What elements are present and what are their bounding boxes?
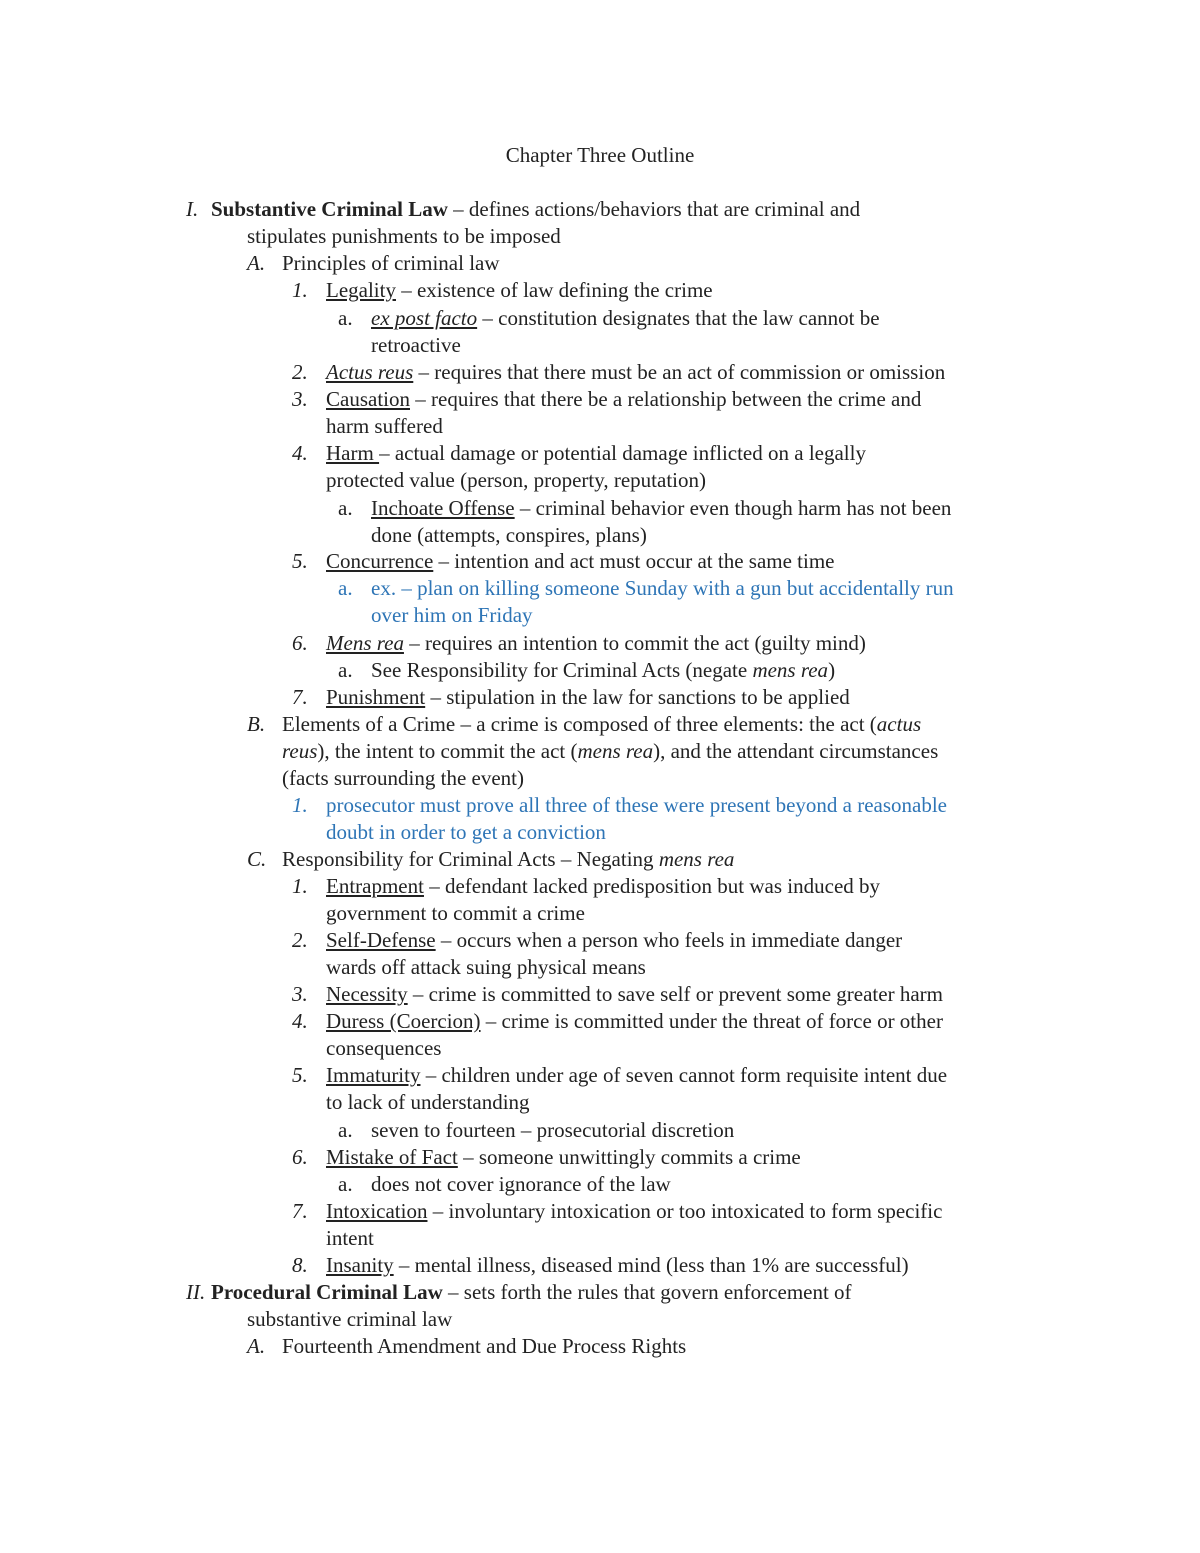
sub-list-item (371, 305, 880, 332)
list-marker: 1. (292, 874, 308, 898)
term: Concurrence (326, 549, 434, 573)
definition: – mental illness, diseased mind (less than 1% are successful) (393, 1253, 909, 1277)
list-item-cont: protected value (person, property, reputation) (326, 468, 706, 492)
text: Elements of a Crime – a crime is composed of three elements: the act ( (282, 712, 877, 736)
list-item-cont: wards off attack suing physical means (326, 955, 646, 979)
emphasis: mens rea (658, 847, 735, 871)
list-marker: 2. (292, 360, 308, 384)
text: Responsibility for Criminal Acts – Negating (282, 847, 659, 871)
term: Duress (Coercion) (326, 1009, 481, 1033)
section-heading: Procedural Criminal Law (211, 1280, 443, 1304)
definition: – requires that there must be an act of commission or omission (413, 360, 946, 384)
list-item (326, 1144, 801, 1171)
list-item-cont: to lack of understanding (326, 1090, 530, 1114)
definition: – crime is committed under the threat of force or other (480, 1009, 943, 1033)
definition: – intention and act must occur at the same time (433, 549, 835, 573)
list-marker: 8. (292, 1253, 308, 1277)
list-item (326, 927, 902, 954)
list-item (326, 1198, 942, 1225)
example-note-cont: over him on Friday (371, 603, 533, 627)
list-marker: 5. (292, 549, 308, 573)
section-heading-line (211, 1279, 852, 1306)
definition: – defendant lacked predisposition but was induced by (423, 874, 881, 898)
list-marker: 5. (292, 1063, 308, 1087)
subsection-heading-cont: (facts surrounding the event) (282, 766, 525, 790)
emphasis: mens rea (752, 658, 829, 682)
section-heading-line (211, 196, 860, 223)
subsection-heading: Fourteenth Amendment and Due Process Rights (282, 1334, 687, 1358)
subsection-heading: Principles of criminal law (282, 251, 500, 275)
term: Necessity (326, 982, 408, 1006)
sub-list-marker: a. (338, 1118, 353, 1142)
text: ) (828, 658, 836, 682)
list-item-cont: government to commit a crime (326, 901, 585, 925)
list-item (326, 630, 866, 657)
definition: – criminal behavior even though harm has not been (514, 496, 952, 520)
list-marker: 3. (292, 387, 308, 411)
list-marker: 7. (292, 1199, 308, 1223)
term: Insanity (326, 1253, 394, 1277)
subsection-marker: A. (247, 1334, 266, 1358)
term: Self-Defense (326, 928, 436, 952)
term: Immaturity (326, 1063, 421, 1087)
list-marker: 6. (292, 1145, 308, 1169)
definition: – requires an intention to commit the act (guilty mind) (403, 631, 866, 655)
sub-list-marker: a. (338, 576, 353, 600)
list-item (326, 440, 866, 467)
sub-list-item-cont: retroactive (371, 333, 461, 357)
list-item (326, 359, 945, 386)
text: ), and the attendant circumstances (653, 739, 939, 763)
sub-list-item-cont: done (attempts, conspires, plans) (371, 523, 647, 547)
term: ex post facto (371, 306, 478, 330)
list-item-cont: intent (326, 1226, 374, 1250)
definition: – requires that there be a relationship between the crime and (410, 387, 922, 411)
emphasis: reus (282, 739, 318, 763)
term: Mistake of Fact (326, 1145, 458, 1169)
list-item-cont: consequences (326, 1036, 442, 1060)
sub-list-marker: a. (338, 496, 353, 520)
definition: – crime is committed to save self or prevent some greater harm (407, 982, 943, 1006)
list-item (326, 1062, 947, 1089)
list-item (326, 277, 713, 304)
term: Legality (326, 278, 396, 302)
section-marker: I. (186, 197, 199, 221)
sub-list-item: seven to fourteen – prosecutorial discretion (371, 1118, 735, 1142)
list-marker: 4. (292, 1009, 308, 1033)
subsection-marker: B. (247, 712, 266, 736)
section-description: – sets forth the rules that govern enforcement of (442, 1280, 852, 1304)
example-note: ex. – plan on killing someone Sunday with a gun but accidentally run (371, 576, 954, 600)
text: See Responsibility for Criminal Acts (negate (371, 658, 753, 682)
section-description-cont: substantive criminal law (247, 1307, 453, 1331)
section-marker: II. (186, 1280, 206, 1304)
subsection-marker: C. (247, 847, 267, 871)
definition: – someone unwittingly commits a crime (457, 1145, 801, 1169)
list-marker: 7. (292, 685, 308, 709)
sub-list-marker: a. (338, 306, 353, 330)
section-description-cont: stipulates punishments to be imposed (247, 224, 561, 248)
sub-list-item (371, 495, 951, 522)
text: ), the intent to commit the act ( (317, 739, 578, 763)
note-item: prosecutor must prove all three of these were present beyond a reasonable (326, 793, 948, 817)
term: Entrapment (326, 874, 424, 898)
list-marker: 1. (292, 793, 308, 817)
definition: – actual damage or potential damage inflicted on a legally (379, 441, 866, 465)
term: Harm (326, 441, 380, 465)
definition: – children under age of seven cannot form requisite intent due (420, 1063, 948, 1087)
term: Causation (326, 387, 410, 411)
list-item (326, 1008, 943, 1035)
subsection-heading-cont (282, 738, 938, 765)
list-item (326, 386, 921, 413)
term: Mens rea (326, 631, 404, 655)
list-item (326, 873, 880, 900)
section-description: – defines actions/behaviors that are criminal and (447, 197, 861, 221)
term: Actus reus (326, 360, 414, 384)
document-title: Chapter Three Outline (505, 143, 695, 167)
term: Punishment (326, 685, 426, 709)
emphasis: mens rea (577, 739, 654, 763)
list-marker: 4. (292, 441, 308, 465)
subsection-heading (282, 711, 921, 738)
definition: – existence of law defining the crime (395, 278, 713, 302)
term: Intoxication (326, 1199, 428, 1223)
subsection-marker: A. (247, 251, 266, 275)
definition: – occurs when a person who feels in immediate danger (435, 928, 903, 952)
list-marker: 3. (292, 982, 308, 1006)
list-marker: 2. (292, 928, 308, 952)
list-item (326, 684, 850, 711)
sub-list-item: does not cover ignorance of the law (371, 1172, 671, 1196)
definition: – stipulation in the law for sanctions to be applied (425, 685, 850, 709)
note-item-cont: doubt in order to get a conviction (326, 820, 606, 844)
term: Inchoate Offense (371, 496, 515, 520)
list-item (326, 981, 943, 1008)
sub-list-marker: a. (338, 1172, 353, 1196)
subsection-heading (282, 846, 734, 873)
section-heading: Substantive Criminal Law (211, 197, 448, 221)
list-item (326, 1252, 909, 1279)
definition: – constitution designates that the law cannot be (477, 306, 880, 330)
list-item (326, 548, 835, 575)
definition: – involuntary intoxication or too intoxicated to form specific (427, 1199, 943, 1223)
list-marker: 1. (292, 278, 308, 302)
list-item-cont: harm suffered (326, 414, 443, 438)
sub-list-marker: a. (338, 658, 353, 682)
emphasis: actus (876, 712, 922, 736)
sub-list-item (371, 657, 835, 684)
list-marker: 6. (292, 631, 308, 655)
